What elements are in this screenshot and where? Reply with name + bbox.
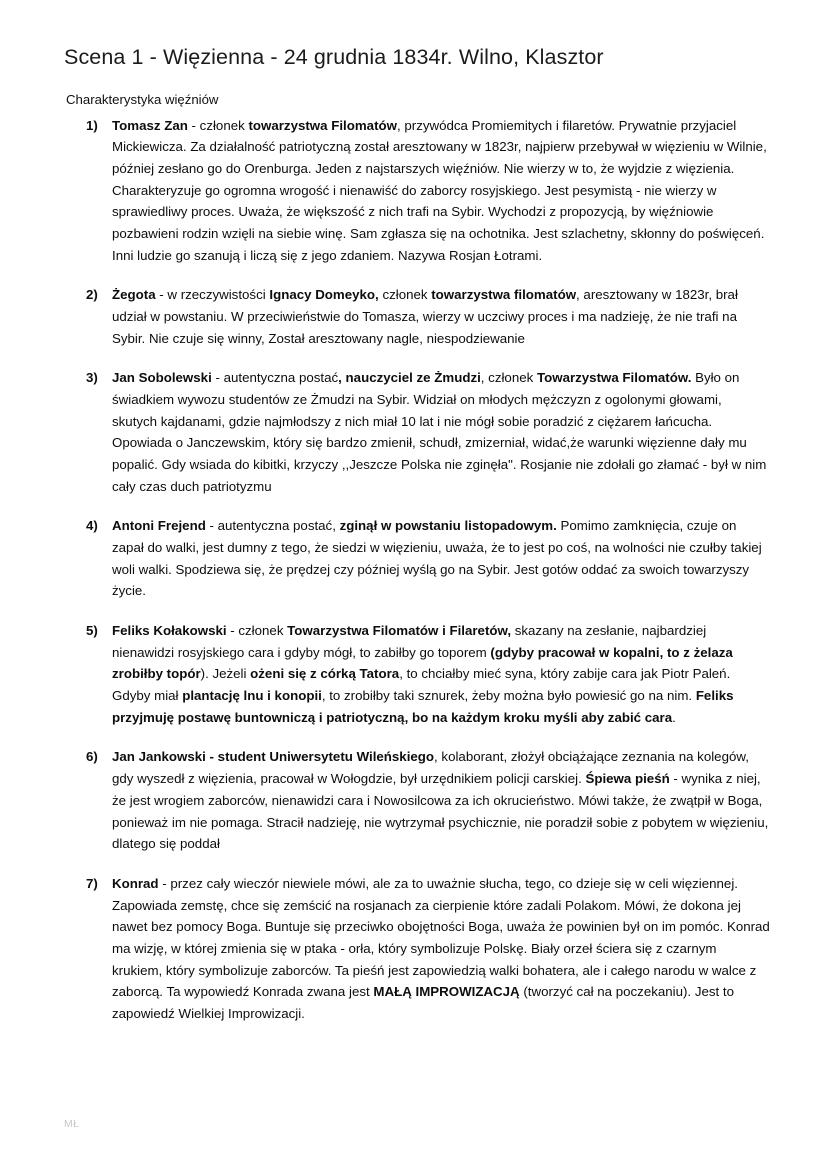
emphasis-text: Śpiewa pieśń <box>585 771 670 787</box>
prisoner-characteristics-list <box>64 115 770 1025</box>
list-item-marker: 6) <box>86 749 98 765</box>
page-title: Scena 1 - Więzienna - 24 grudnia 1834r. Wilno, Klasztor <box>64 45 604 69</box>
emphasis-text: , nauczyciel ze Żmudzi <box>338 370 481 386</box>
plain-text: , przywódca Promiemitych i filaretów. Prywatnie przyjaciel Mickiewicza. Za działalność patriotyczną został aresztowany w 1823r, najpierw przebywał w więzieniu w Wilnie, później zesłano go do Orenburga. Jeden z najstarszych więźniów. Nie wierzy w to, że wyjdzie z więzienia. Charakteryzuje go ogromna wrogość i nienawiść do zaborcy rosyjskiego. Jest pesymistą - nie wierzy w sprawiedliwy proces. Uważa, że większość z nich trafi na Sybir. Wychodzi z propozycją, by więźniowie pozbawieni rodzin wzięli na siebie winę. Sam zgłasza się na ochotnika. Jest szlachetny, skłonny do poświęceń. Inni ludzie go szanują i liczą się z jego zdaniem. Nazywa Rosjan Łotrami. <box>112 117 767 263</box>
list-item-text <box>112 287 738 345</box>
section-subtitle: Charakterystyka więźniów <box>66 91 219 107</box>
list-item-text <box>112 370 766 493</box>
list-item <box>64 746 770 854</box>
plain-text: , to zrobiłby taki sznurek, żeby można było powiesić go na nim. <box>321 688 696 704</box>
emphasis-text: Feliks Kołakowski <box>112 623 227 639</box>
emphasis-text: Konrad <box>112 875 159 891</box>
emphasis-text: towarzystwa Filomatów <box>248 117 397 133</box>
emphasis-text: Towarzystwa Filomatów i Filaretów, <box>287 623 512 639</box>
emphasis-text: Jan Jankowski - student Uniwersytetu Wileńskiego <box>112 749 435 765</box>
plain-text: Pomimo zamknięcia, czuje on zapał do walki, jest dumny z tego, że siedzi w więzieniu, uważa, że to jest po coś, na wolności nie czułby takiej woli walki. Spodziewa się, że prędzej czy później wyślą go na Sybir. Jest gotów oddać za swoich towarzyszy życie. <box>112 518 762 599</box>
plain-text: , członek <box>480 370 537 386</box>
emphasis-text: (gdyby pracował w kopalni, to z żelaza zrobiłby topór <box>112 644 733 682</box>
plain-text: Było on świadkiem wywozu studentów ze Żmudzi na Sybir. Widział on młodych mężczyzn z ogolonymi głowami, skutych kajdanami, gdzie najmłodszy z nich miał 10 lat i nie mógł sobie poradzić z ciężarem łańcucha. Opowiada o Janczewskim, który się bardzo zmienił, schudł, zmizerniał, widać,że warunki więzienne dały mu popalić. Gdy wsiada do kibitki, krzyczy ,,Jeszcze Polska nie zginęła". Rosjanie nie zdołali go złamać - był w nim cały czas duch patriotyzmu <box>112 370 767 494</box>
emphasis-text: Tomasz Zan <box>112 117 188 133</box>
list-item-marker: 1) <box>86 117 98 133</box>
plain-text: skazany na zesłanie, najbardziej nienawidzi rosyjskiego cara i gdyby mógł, to zabiłby go toporem <box>112 623 707 660</box>
list-item-text <box>112 876 770 1021</box>
emphasis-text: Jan Sobolewski <box>112 370 212 386</box>
emphasis-text: zginął w powstaniu listopadowym. <box>339 518 557 534</box>
list-item-text <box>112 749 768 851</box>
list-item <box>64 620 770 728</box>
plain-text: , kolaborant, złożył obciążające zeznania na kolegów, gdy wyszedł z więzienia, pracował w Wołogdzie, był urzędnikiem policji carskiej. <box>112 749 749 787</box>
plain-text: ). Jeżeli <box>200 666 251 682</box>
plain-text: - autentyczna postać <box>211 370 339 386</box>
plain-text: - autentyczna postać, <box>205 518 340 534</box>
footer-watermark: MŁ <box>64 1118 80 1130</box>
list-item <box>64 515 770 602</box>
emphasis-text: Ignacy Domeyko, <box>269 287 379 303</box>
plain-text: - członek <box>226 623 288 639</box>
list-item <box>64 284 770 349</box>
list-item-marker: 4) <box>86 518 98 534</box>
list-item-text <box>112 118 767 263</box>
list-item-text <box>112 518 762 598</box>
emphasis-text: Feliks przyjmuję postawę buntowniczą i patriotyczną, bo na każdym kroku myśli aby zabić cara <box>112 688 734 725</box>
list-item-text <box>112 623 734 725</box>
plain-text: - przez cały wieczór niewiele mówi, ale za to uważnie słucha, tego, co dzieje się w celi więziennej. Zapowiada zemstę, chce się zemścić na rosjanach za cierpienie które zadali Polakom. Mówi, że dokona jej nawet bez pomocy Boga. Buntuje się przeciwko obojętności Boga, uważa że powinien był on im pomóc. Konrad ma wizję, w której zmienia się w ptaka - orła, który symbolizuje Polskę. Biały orzeł ściera się z czarnym krukiem, który symbolizuje zaborców. Ta pieśń jest zapowiedzią walki bohatera, ale i całego narodu w walce z zaborcą. Ta wypowiedź Konrada zwana jest <box>112 875 770 1000</box>
list-item <box>64 115 770 267</box>
emphasis-text: Żegota <box>112 287 156 303</box>
emphasis-text: towarzystwa filomatów <box>431 287 577 303</box>
plain-text: . <box>672 709 676 725</box>
list-item-marker: 2) <box>86 287 98 303</box>
document-content <box>64 44 770 1025</box>
plain-text: - członek <box>187 117 249 133</box>
emphasis-text: plantację lnu i konopii <box>182 688 322 704</box>
emphasis-text: ożeni się z córką Tatora <box>250 666 400 682</box>
emphasis-text: Towarzystwa Filomatów. <box>536 370 692 386</box>
emphasis-text: MAŁĄ IMPROWIZACJĄ <box>373 984 520 1000</box>
list-item-marker: 7) <box>86 875 98 891</box>
plain-text: - w rzeczywistości <box>155 287 270 303</box>
plain-text: członek <box>378 287 432 303</box>
plain-text: - wynika z niej, że jest wrogiem zaborców, nienawidzi cara i Nowosilcowa za ich okrucieństwo. Mówi także, że zwątpił w Boga, ponieważ im nie pomaga. Stracił nadzieję, nie wytrzymał psychicznie, nie poradził sobie z pobytem w więzieniu, dlatego się poddał <box>112 771 769 852</box>
plain-text: , aresztowany w 1823r, brał udział w powstaniu. W przeciwieństwie do Tomasza, wierzy w uczciwy proces i ma nadzieję, że nie trafi na Sybir. Nie czuje się winny, Został aresztowany nagle, niespodziewanie <box>112 287 738 346</box>
plain-text: (tworzyć cał na poczekaniu). Jest to zapowiedź Wielkiej Improwizacji. <box>112 984 734 1021</box>
list-item-marker: 3) <box>86 370 98 386</box>
list-item <box>64 873 770 1025</box>
list-item-marker: 5) <box>86 623 98 639</box>
plain-text: , to chciałby mieć syna, który zabije cara jak Piotr Paleń. Gdyby miał <box>112 666 731 704</box>
list-item <box>64 367 770 497</box>
emphasis-text: Antoni Frejend <box>112 518 206 534</box>
